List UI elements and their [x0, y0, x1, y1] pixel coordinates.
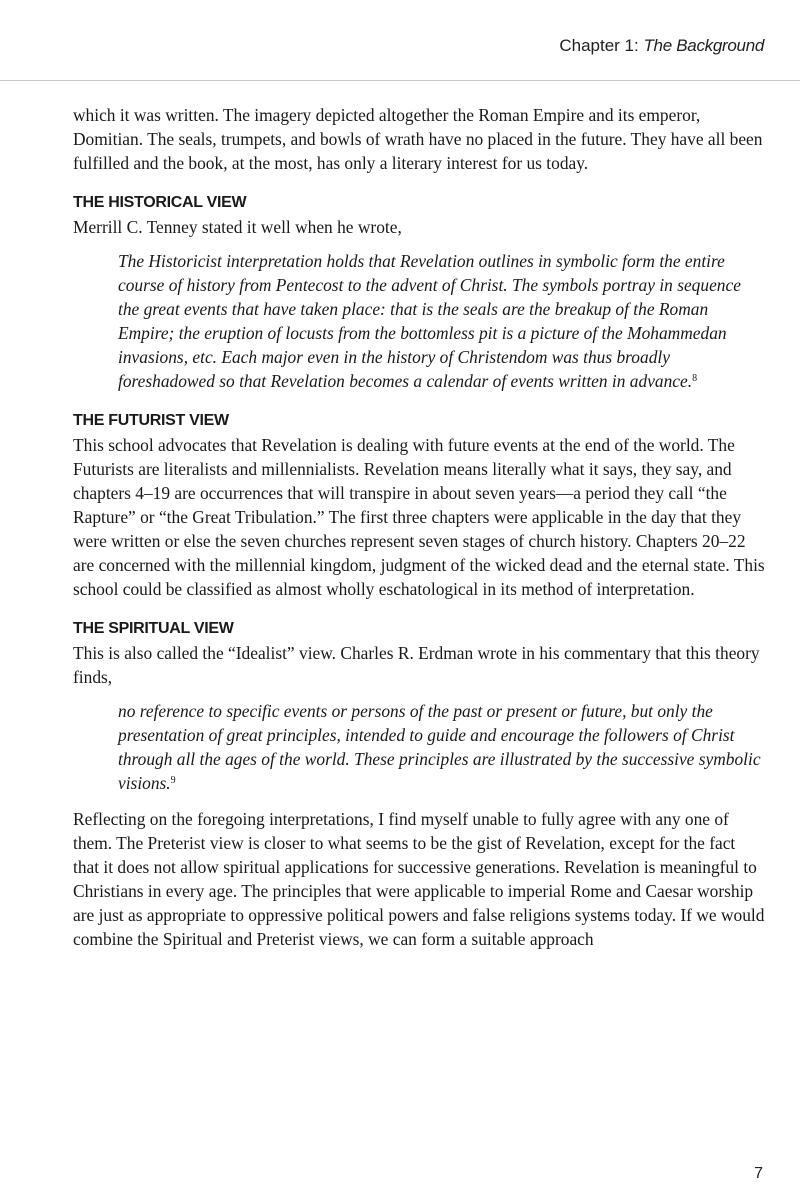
running-header — [559, 36, 764, 56]
page-number: 7 — [754, 1165, 763, 1182]
historical-lead: Merrill C. Tenney stated it well when he wrote, — [73, 217, 402, 237]
historical-quote-text: The Historicist interpretation holds that Revelation outlines in symbolic form the entire course of history from Pentecost to the advent of Christ. The symbols portray in sequence the great events that have taken place: that is the seals are the breakup of the Roman Empire; the eruption of locusts from the bottomless pit is a picture of the Mohammedan invasions, etc. Each major even in the history of Christendom was thus broadly foreshadowed so that Revelation becomes a calendar of events written in advance. — [118, 251, 741, 391]
spiritual-view-heading: THE SPIRITUAL VIEW — [73, 620, 234, 637]
footnote-9: 9 — [170, 775, 176, 786]
spiritual-quote — [118, 699, 765, 795]
futurist-paragraph: This school advocates that Revelation is dealing with future events at the end of the world. The Futurists are literalists and millennialists. Revelation means literally what it says, they say, and chapters 4–19 are occurrences that will transpire in about seven years—a period they call “the Rapture” or “the Great Tribulation.” The first three chapters were applicable in the day that they were written or else the seven churches represent seven stages of church history. Chapters 20–22 are concerned with the millennial kingdom, judgment of the wicked dead and the eternal state. This school could be classified as almost wholly eschatological in its method of interpretation. — [73, 435, 765, 599]
spiritual-quote-text: no reference to specific events or persons of the past or present or future, but only the presentation of great principles, intended to guide and encourage the followers of Christ through all the ages of the world. These principles are illustrated by the successive symbolic visions. — [118, 701, 761, 793]
historical-view-heading: THE HISTORICAL VIEW — [73, 194, 247, 211]
futurist-view-heading: THE FUTURIST VIEW — [73, 412, 229, 429]
closing-paragraph: Reflecting on the foregoing interpretations, I find myself unable to fully agree with any one of them. The Preterist view is closer to what seems to be the gist of Revelation, except for the fact that it does not allow spiritual applications for successive generations. Revelation is meaningful to Christians in every age. The principles that were applicable to imperial Rome and Caesar worship are just as appropriate to oppressive political powers and false religions systems today. If we would combine the Spiritual and Preterist views, we can form a suitable approach — [73, 809, 765, 949]
spiritual-lead: This is also called the “Idealist” view. Charles R. Erdman wrote in his commentary that this theory finds, — [73, 643, 760, 687]
chapter-title: The Background — [643, 36, 764, 55]
historical-quote — [118, 249, 765, 393]
footnote-8: 8 — [692, 373, 698, 384]
chapter-label: Chapter 1: — [559, 36, 644, 55]
header-rule — [0, 80, 800, 81]
page-body — [73, 103, 765, 951]
intro-paragraph: which it was written. The imagery depicted altogether the Roman Empire and its emperor, Domitian. The seals, trumpets, and bowls of wrath have no placed in the future. They have all been fulfilled and the book, at the most, has only a literary interest for us today. — [73, 105, 763, 173]
